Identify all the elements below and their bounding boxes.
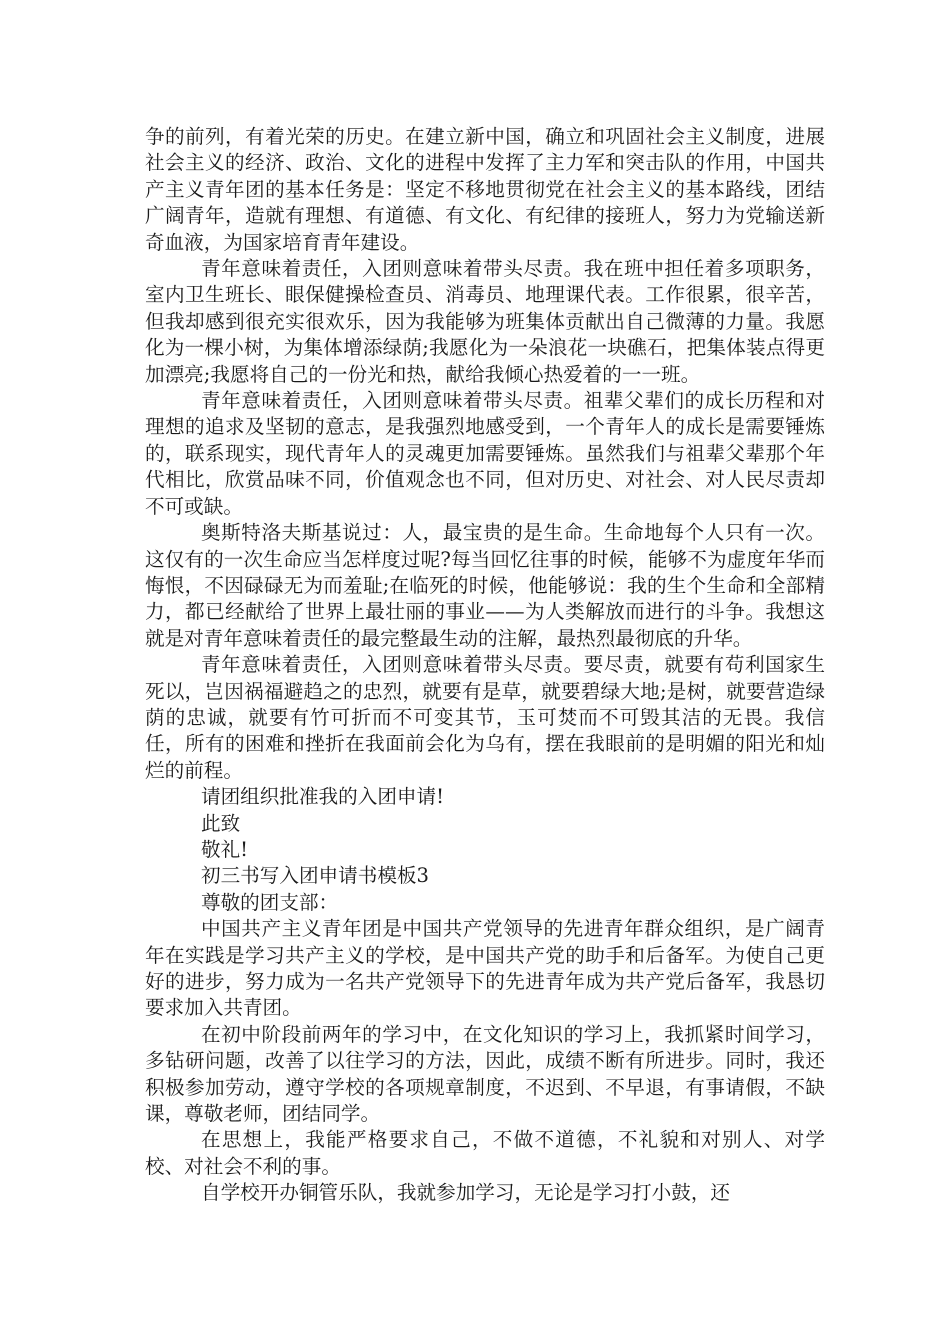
salutation-jingli: 敬礼! <box>201 837 249 861</box>
paragraph-2: 青年意味着责任，入团则意味着带头尽责。我在班中担任着多项职务，室内卫生班长、眼保健操检查员、消毒员、地理课代表。工作很累，很辛苦，但我却感到很充实很欢乐，因为我能够为班集体贡献出自己微薄的力量。我愿化为一棵小树，为集体增添绿荫;我愿化为一朵浪花一块礁石，把集体装点得更加漂亮;我愿将自己的一份光和热，献给我倾心热爱着的一一班。 <box>145 257 825 386</box>
paragraph-9: 自学校开办铜管乐队，我就参加学习，无论是学习打小鼓，还 <box>201 1181 731 1205</box>
paragraph-1: 争的前列，有着光荣的历史。在建立新中国，确立和巩固社会主义制度，进展社会主义的经济、政治、文化的进程中发挥了主力军和突击队的作用，中国共产主义青年团的基本任务是：坚定不移地贯彻党在社会主义的基本路线，团结广阔青年，造就有理想、有道德、有文化、有纪律的接班人，努力为党输送新奇血液，为国家培育青年建设。 <box>145 125 825 254</box>
paragraph-7: 在初中阶段前两年的学习中，在文化知识的学习上，我抓紧时间学习，多钻研问题，改善了以往学习的方法，因此，成绩不断有所进步。同时，我还积极参加劳动，遵守学校的各项规章制度，不迟到、不早退，有事请假，不缺课，尊敬老师，团结同学。 <box>145 1022 825 1126</box>
paragraph-8: 在思想上，我能严格要求自己，不做不道德，不礼貌和对别人、对学校、对社会不利的事。 <box>145 1128 825 1178</box>
section-heading: 初三书写入团申请书模板3 <box>201 864 429 888</box>
document-page <box>145 124 825 1207</box>
paragraph-5: 青年意味着责任，入团则意味着带头尽责。要尽责，就要有苟利国家生死以，岂因祸福避趋之的忠烈，就要有是草，就要碧绿大地;是树，就要营造绿荫的忠诚，就要有竹可折而不可变其节，玉可焚而不可毁其洁的无畏。我信任，所有的困难和挫折在我面前会化为乌有，摆在我眼前的是明媚的阳光和灿烂的前程。 <box>145 653 825 782</box>
paragraph-6: 中国共产主义青年团是中国共产党领导的先进青年群众组织，是广阔青年在实践是学习共产主义的学校，是中国共产党的助手和后备军。为使自己更好的进步，努力成为一名共产党领导下的先进青年成为共产党后备军，我恳切要求加入共青团。 <box>145 917 825 1020</box>
salutation-cizhi: 此致 <box>201 811 241 835</box>
request-line: 请团组织批准我的入团申请! <box>201 785 444 809</box>
paragraph-3: 青年意味着责任，入团则意味着带头尽责。祖辈父辈们的成长历程和对理想的追求及坚韧的意志，是我强烈地感受到，一个青年人的成长是需要锤炼的，联系现实，现代青年人的灵魂更加需要锤炼。虽然我们与祖辈父辈那个年代相比，欣赏品味不同，价值观念也不同，但对历史、对社会、对人民尽责却不可或缺。 <box>145 389 825 518</box>
paragraph-4: 奥斯特洛夫斯基说过：人，最宝贵的是生命。生命地每个人只有一次。这仅有的一次生命应当怎样度过呢?每当回忆往事的时候，能够不为虚度年华而悔恨，不因碌碌无为而羞耻;在临死的时候，他能够说：我的生个生命和全部精力，都已经献给了世界上最壮丽的事业——为人类解放而进行的斗争。我想这就是对青年意味着责任的最完整最生动的注解，最热烈最彻底的升华。 <box>145 521 825 650</box>
addressee: 尊敬的团支部： <box>201 890 339 914</box>
